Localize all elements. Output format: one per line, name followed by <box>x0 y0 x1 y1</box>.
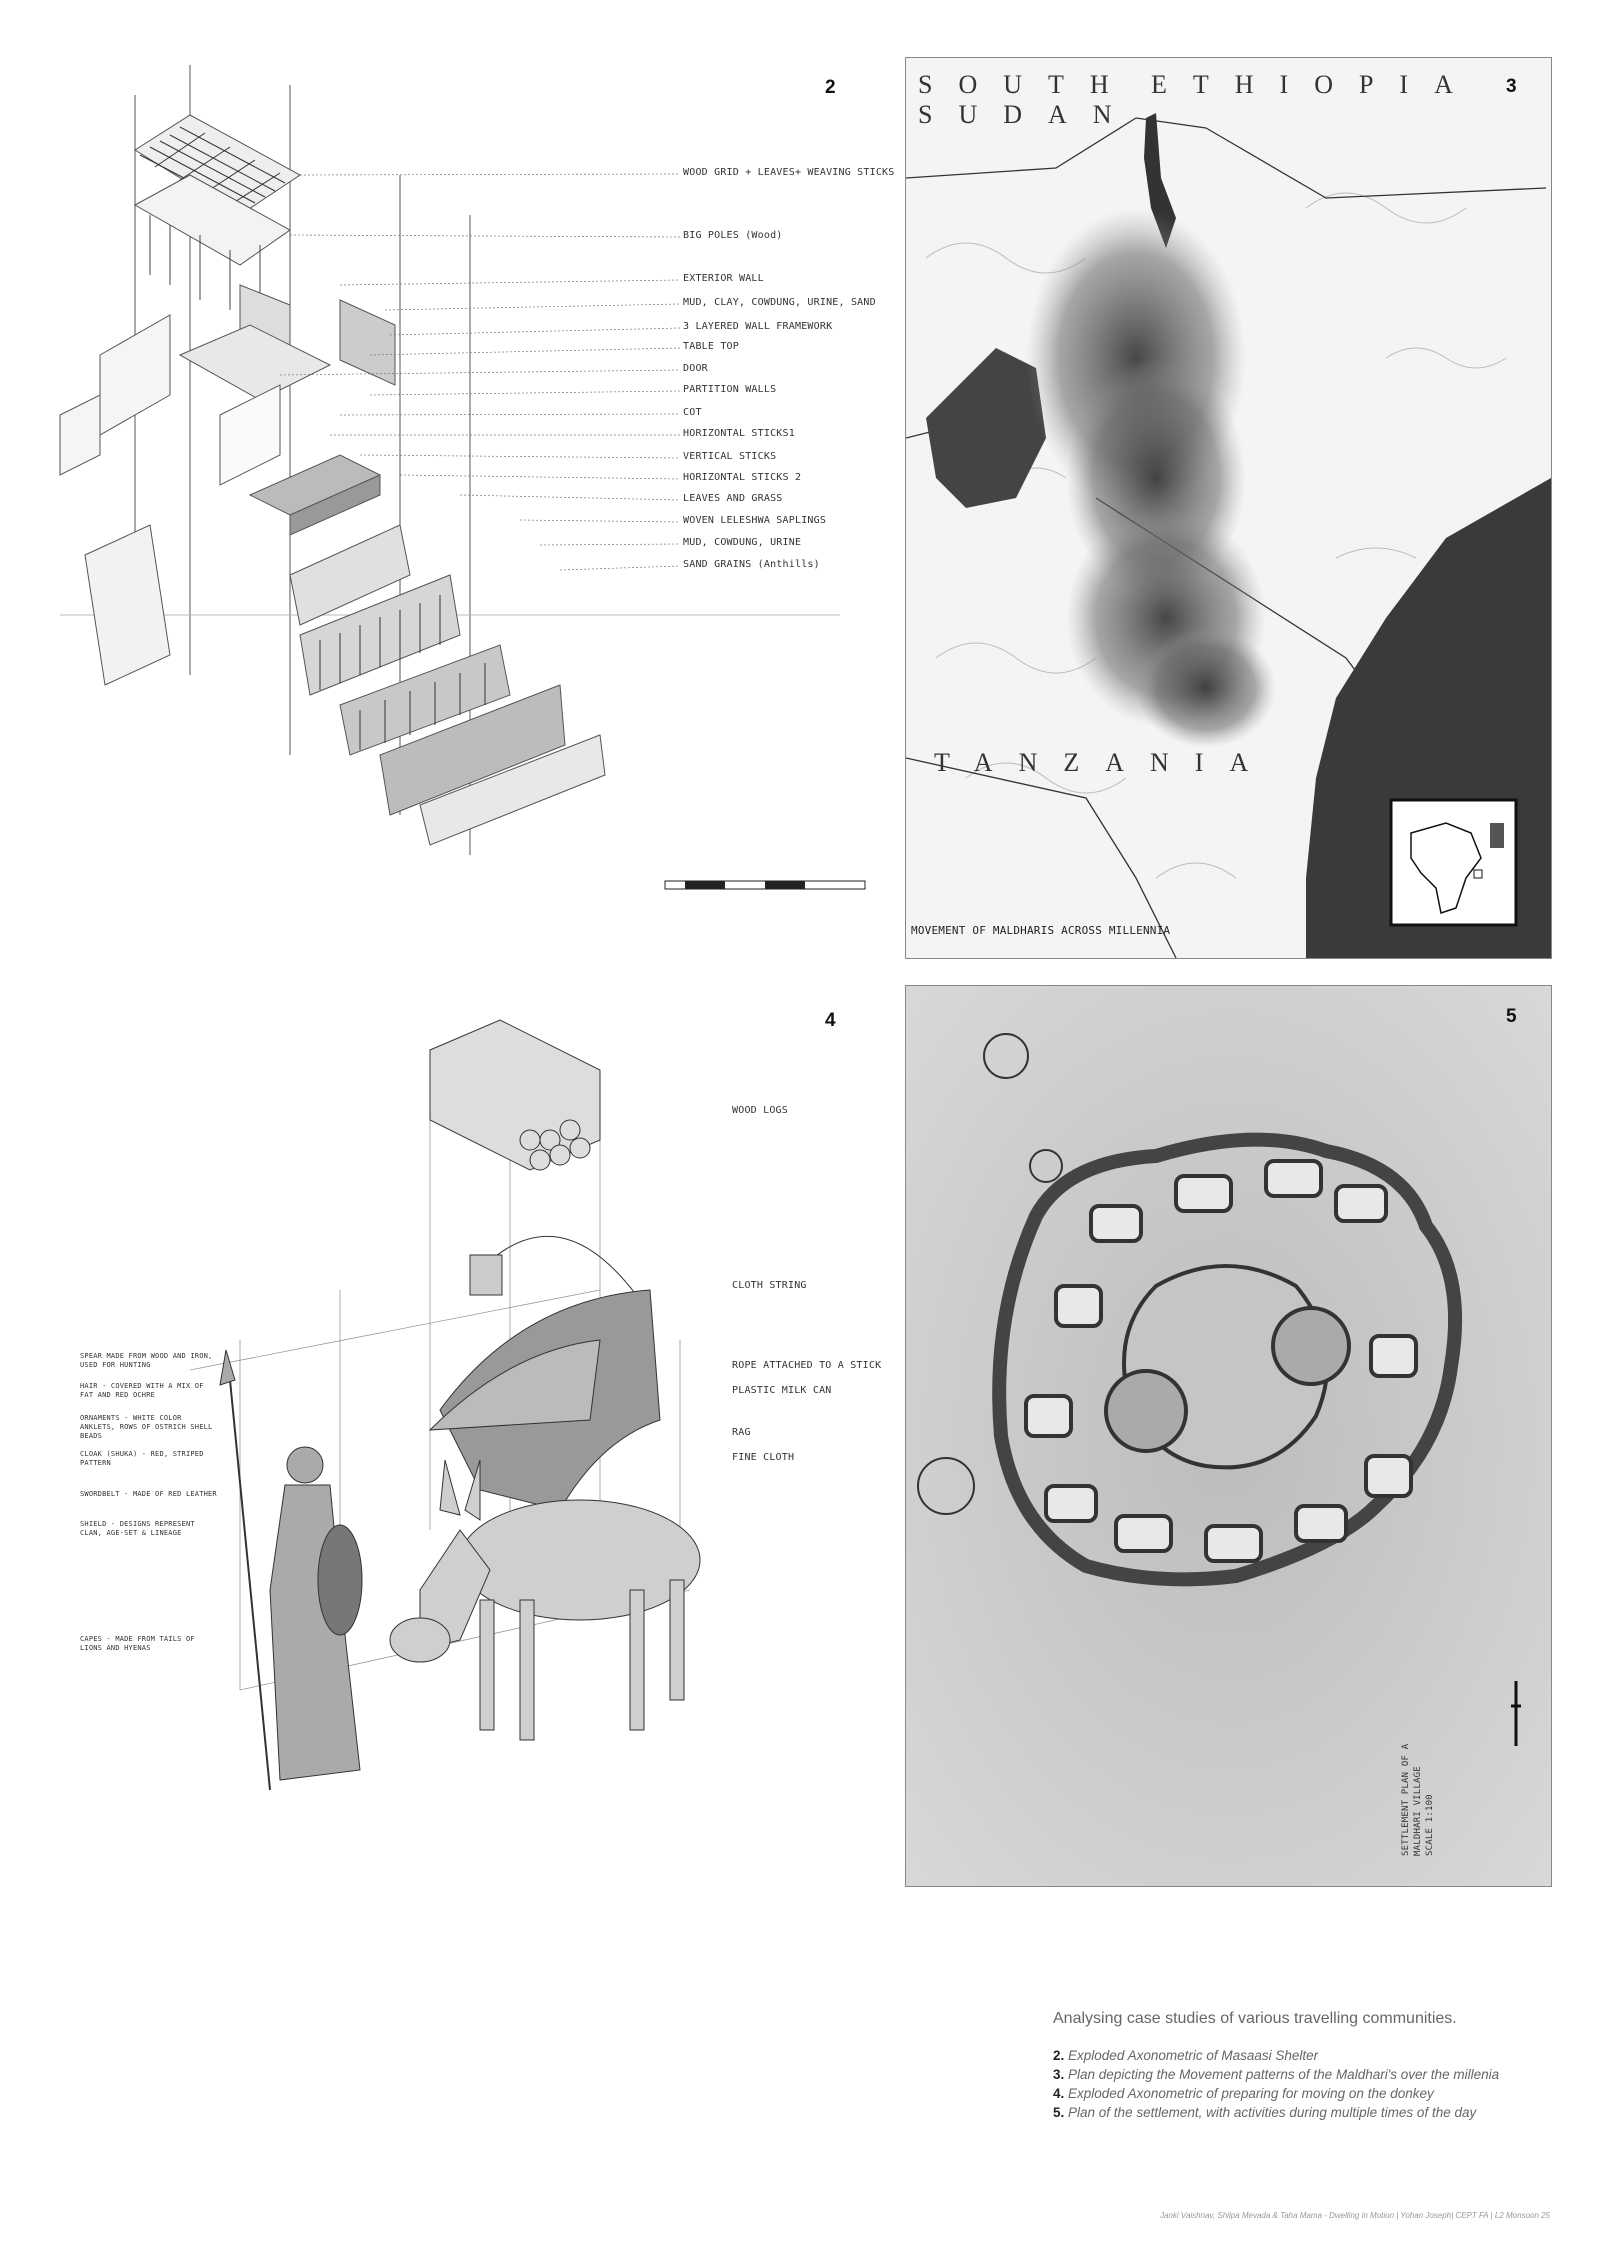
caption-item-number: 3. <box>1053 2067 1065 2082</box>
panel-number: 3 <box>1506 76 1517 97</box>
milk-can <box>470 1255 502 1295</box>
caption-item-text: Plan depicting the Movement patterns of the Maldhari's over the millenia <box>1068 2067 1500 2082</box>
caption-item-number: 4. <box>1053 2086 1065 2101</box>
caption-item-number: 2. <box>1053 2048 1065 2063</box>
donkey-annotation-label: PLASTIC MILK CAN <box>732 1385 832 1396</box>
shelter-annotation-label: SAND GRAINS (Anthills) <box>683 559 820 570</box>
shelter-annotation-label: WOOD GRID + LEAVES+ WEAVING STICKS <box>683 167 895 178</box>
panel-number: 5 <box>1506 1006 1517 1027</box>
shelter-annotation-label: DOOR <box>683 363 708 374</box>
figure-annotation-label: ORNAMENTS - WHITE COLOR ANKLETS, ROWS OF OSTRICH SHELL BEADS <box>80 1414 213 1440</box>
panel-shelter-axonometric <box>40 55 900 935</box>
shelter-annotation-label: MUD, COWDUNG, URINE <box>683 537 802 548</box>
caption-item <box>1053 2046 1499 2065</box>
maasai-figure <box>220 1350 362 1790</box>
shelter-annotation-label: EXTERIOR WALL <box>683 273 764 284</box>
country-label-ethiopia: ETHIOPIA <box>1151 70 1479 99</box>
caption-item-text: Exploded Axonometric of preparing for moving on the donkey <box>1068 2086 1434 2101</box>
caption-heading: Analysing case studies of various travelling communities. <box>1053 2010 1457 2027</box>
shelter-annotation-label: MUD, CLAY, COWDUNG, URINE, SAND <box>683 297 876 308</box>
panel-number: 4 <box>825 1010 836 1031</box>
caption-block <box>1053 2010 1499 2122</box>
shelter-annotation-label: BIG POLES (Wood) <box>683 230 783 241</box>
panel-donkey-axonometric <box>40 990 900 1910</box>
shelter-annotation-label: LEAVES AND GRASS <box>683 493 783 504</box>
plan-label-2: MALDHARI VILLAGE <box>1413 1766 1423 1856</box>
country-label-sudan: SUDAN <box>918 100 1138 129</box>
figure-annotation-label: SPEAR MADE FROM WOOD AND IRON, USED FOR HUNTING <box>80 1352 213 1369</box>
footer-credits: Janki Vaishnav, Shilpa Mevada & Taha Mama - Dwelling in Motion | Yohan Joseph| CEPT FA | L2 Monsoon 25 <box>1160 2211 1550 2220</box>
settlement-plan-drawing <box>906 986 1551 1886</box>
caption-item <box>1053 2084 1499 2103</box>
map-title: MOVEMENT OF MALDHARIS ACROSS MILLENNIA <box>911 924 1171 937</box>
shelter-annotation-label: HORIZONTAL STICKS 2 <box>683 472 802 483</box>
figure-annotation-label: CAPES - MADE FROM TAILS OF LIONS AND HYENAS <box>80 1635 195 1652</box>
panel-number: 2 <box>825 77 836 98</box>
shelter-annotation-label: 3 LAYERED WALL FRAMEWORK <box>683 321 833 332</box>
donkey <box>390 1460 700 1740</box>
donkey-annotation-label: WOOD LOGS <box>732 1105 788 1116</box>
plan-label-3: SCALE 1:100 <box>1425 1794 1435 1856</box>
caption-item-text: Plan of the settlement, with activities during multiple times of the day <box>1068 2105 1477 2120</box>
country-label-tanzania: TANZANIA <box>934 748 1275 777</box>
donkey-annotation-label: ROPE ATTACHED TO A STICK <box>732 1360 882 1371</box>
donkey-annotation-label: CLOTH STRING <box>732 1280 807 1291</box>
figure-annotation-label: SHIELD - DESIGNS REPRESENT CLAN, AGE-SET & LINEAGE <box>80 1520 195 1537</box>
figure-annotation-label: HAIR - COVERED WITH A MIX OF FAT AND RED OCHRE <box>80 1382 204 1399</box>
plan-label-1: SETTLEMENT PLAN OF A <box>1401 1743 1411 1856</box>
shelter-annotation-label: HORIZONTAL STICKS1 <box>683 428 795 439</box>
cattle-enclosure <box>1106 1371 1186 1451</box>
caption-item-text: Exploded Axonometric of Masaasi Shelter <box>1068 2048 1319 2063</box>
caption-item <box>1053 2103 1499 2122</box>
caption-item <box>1053 2065 1499 2084</box>
figure-annotation-label: CLOAK (SHUKA) - RED, STRIPED PATTERN <box>80 1450 204 1467</box>
panel-movement-map <box>905 57 1552 959</box>
shelter-annotation-label: COT <box>683 407 702 418</box>
donkey-annotation-label: FINE CLOTH <box>732 1452 795 1463</box>
shelter-annotation-label: WOVEN LELESHWA SAPLINGS <box>683 515 827 526</box>
shelter-annotation-label: PARTITION WALLS <box>683 384 777 395</box>
wood-logs <box>430 1020 600 1170</box>
caption-item-number: 5. <box>1053 2105 1065 2120</box>
country-label-south: SOUTH <box>918 70 1135 99</box>
panel-settlement-plan <box>905 985 1552 1887</box>
movement-map-drawing <box>906 58 1551 958</box>
figure-annotation-label: SWORDBELT - MADE OF RED LEATHER <box>80 1490 217 1498</box>
donkey-annotation-label: RAG <box>732 1427 751 1438</box>
shelter-annotation-label: VERTICAL STICKS <box>683 451 777 462</box>
shelter-annotation-label: TABLE TOP <box>683 341 739 352</box>
scale-bar <box>665 881 865 889</box>
